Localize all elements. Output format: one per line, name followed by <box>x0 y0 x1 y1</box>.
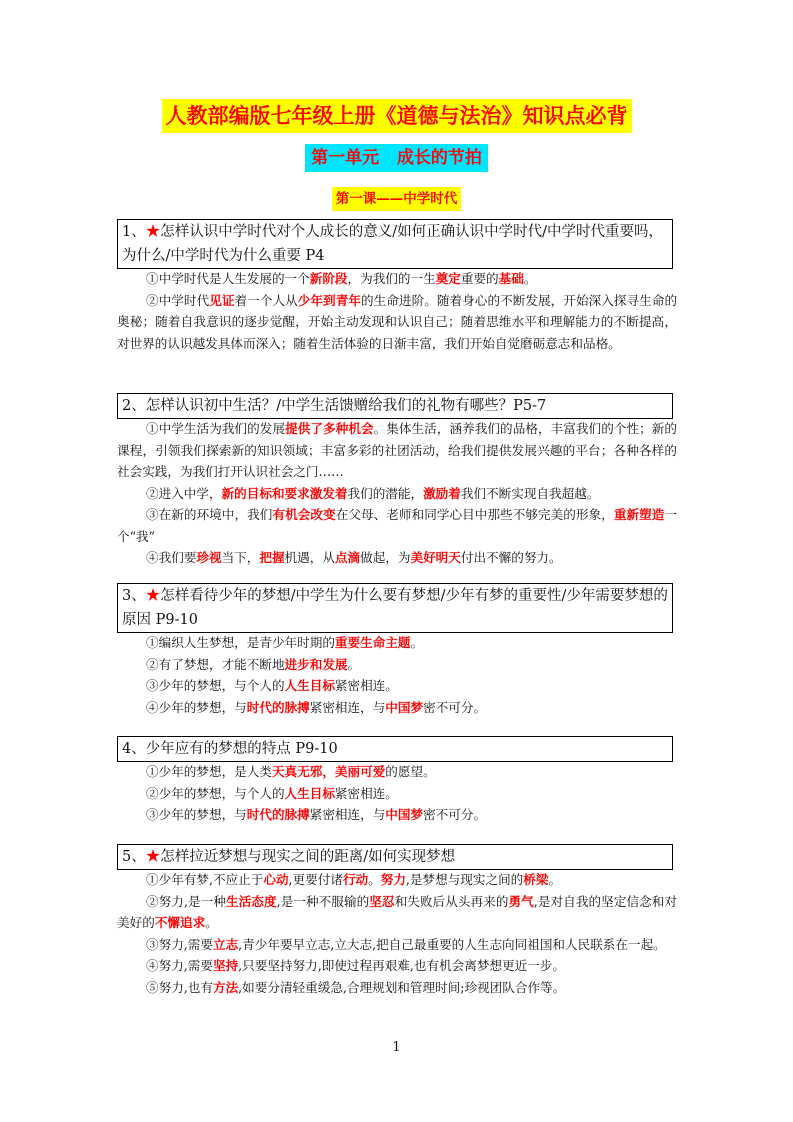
question-2-box <box>117 393 673 419</box>
answer-4-item-1: ①少年的梦想，是人类天真无邪，美丽可爱的愿望。 <box>146 764 436 779</box>
question-1-box: 1、★怎样认识中学时代对个人成长的意义/如何正确认识中学时代/中学时代重要吗，为什么/中学时代为什么重要 P4 <box>117 219 673 269</box>
unit-heading <box>0 144 793 172</box>
lesson-heading <box>0 187 793 211</box>
answer-4 <box>117 761 677 826</box>
answer-3-item-3: ③少年的梦想，与个人的人生目标紧密相连。 <box>146 678 398 693</box>
answer-1 <box>117 268 677 354</box>
answer-5-item-3: ③努力,需要立志,青少年要早立志,立大志,把自己最重要的人生志向同祖国和人民联系在一起。 <box>146 936 666 952</box>
document-title <box>0 99 793 133</box>
answer-1-item-1: ①中学时代是人生发展的一个新阶段，为我们的一生奠定重要的基础。 <box>146 271 537 286</box>
answer-3 <box>117 632 677 718</box>
answer-2-item-4: ④我们要珍视当下，把握机遇，从点滴做起，为美好明天付出不懈的努力。 <box>146 550 562 565</box>
answer-2-item-2: ②进入中学，新的目标和要求激发着我们的潜能，激励着我们不断实现自我超越。 <box>146 485 600 501</box>
question-3-box: 3、★怎样看待少年的梦想/中学生为什么要有梦想/少年有梦的重要性/少年需要梦想的原因 P9-10 <box>117 583 673 633</box>
answer-5-item-1: ①少年有梦,不应止于心动,更要付诸行动。努力,是梦想与现实之间的桥梁。 <box>146 872 562 887</box>
answer-2-item-1: ①中学生活为我们的发展提供了多种机会。集体生活，涵养我们的品格，丰富我们的个性；新的课程，引领我们探索新的知识领域；丰富多彩的社团活动，给我们提供发展兴趣的平台；各种各样的社会实践，为我们打开认识社会之门…… <box>117 421 678 479</box>
unit-heading-text: 第一单元 成长的节拍 <box>305 144 488 172</box>
question-4-text: 4、少年应有的梦想的特点 P9-10 <box>122 741 338 757</box>
answer-1-item-2: ②中学时代见证着一个人从少年到青年的生命进阶。随着身心的不断发展，开始深入探寻生命的奥秘；随着自我意识的逐步觉醒，开始主动发现和认识自己；随着思维水平和理解能力的不断提高，对世界的认识越发具体而深入；随着生活体验的日渐丰富，我们开始自觉磨砺意志和品格。 <box>117 292 678 351</box>
question-5-box: 5、★怎样拉近梦想与现实之间的距离/如何实现梦想 <box>117 844 673 870</box>
answer-5-item-2: ②努力,是一种生活态度,是一种不服输的坚忍和失败后从头再来的勇气,是对自我的坚定信念和对美好的不懈追求。 <box>117 893 677 930</box>
answer-3-item-4: ④少年的梦想，与时代的脉搏紧密相连，与中国梦密不可分。 <box>146 699 487 715</box>
question-4-box <box>117 736 673 762</box>
answer-3-item-2: ②有了梦想，才能不断地进步和发展。 <box>146 656 361 672</box>
star-icon: ★ <box>145 224 161 240</box>
question-3-text: 怎样看待少年的梦想/中学生为什么要有梦想/少年有梦的重要性/少年需要梦想的原因 P9-10 <box>122 588 668 628</box>
answer-4-item-2: ②少年的梦想，与个人的人生目标紧密相连。 <box>146 785 398 801</box>
answer-3-item-1: ①编织人生梦想，是青少年时期的重要生命主题。 <box>146 635 424 650</box>
answer-2-item-3: ③在新的环境中，我们有机会改变在父母、老师和同学心目中那些不够完美的形象，重新塑造一个“我” <box>117 507 678 544</box>
star-icon: ★ <box>145 588 161 604</box>
question-5-text: 怎样拉近梦想与现实之间的距离/如何实现梦想 <box>160 849 456 865</box>
lesson-heading-text: 第一课——中学时代 <box>332 187 462 211</box>
answer-5-item-4: ④努力,需要坚持,只要坚持努力,即使过程再艰难,也有机会离梦想更近一步。 <box>146 958 566 973</box>
answer-4-item-3: ③少年的梦想，与时代的脉搏紧密相连，与中国梦密不可分。 <box>146 807 487 822</box>
answer-5 <box>117 869 677 998</box>
question-2-text: 2、怎样认识初中生活？/中学生活馈赠给我们的礼物有哪些？P5-7 <box>122 398 547 414</box>
document-title-text: 人教部编版七年级上册《道德与法治》知识点必背 <box>162 99 632 133</box>
answer-2 <box>117 418 677 569</box>
page-number: 1 <box>392 1040 401 1055</box>
question-1-text: 怎样认识中学时代对个人成长的意义/如何正确认识中学时代/中学时代重要吗，为什么/中学时代为什么重要 P4 <box>122 224 664 264</box>
answer-5-item-5: ⑤努力,也有方法,如要分清轻重缓急,合理规划和管理时间;珍视团队合作等。 <box>146 979 566 995</box>
star-icon: ★ <box>145 849 161 865</box>
